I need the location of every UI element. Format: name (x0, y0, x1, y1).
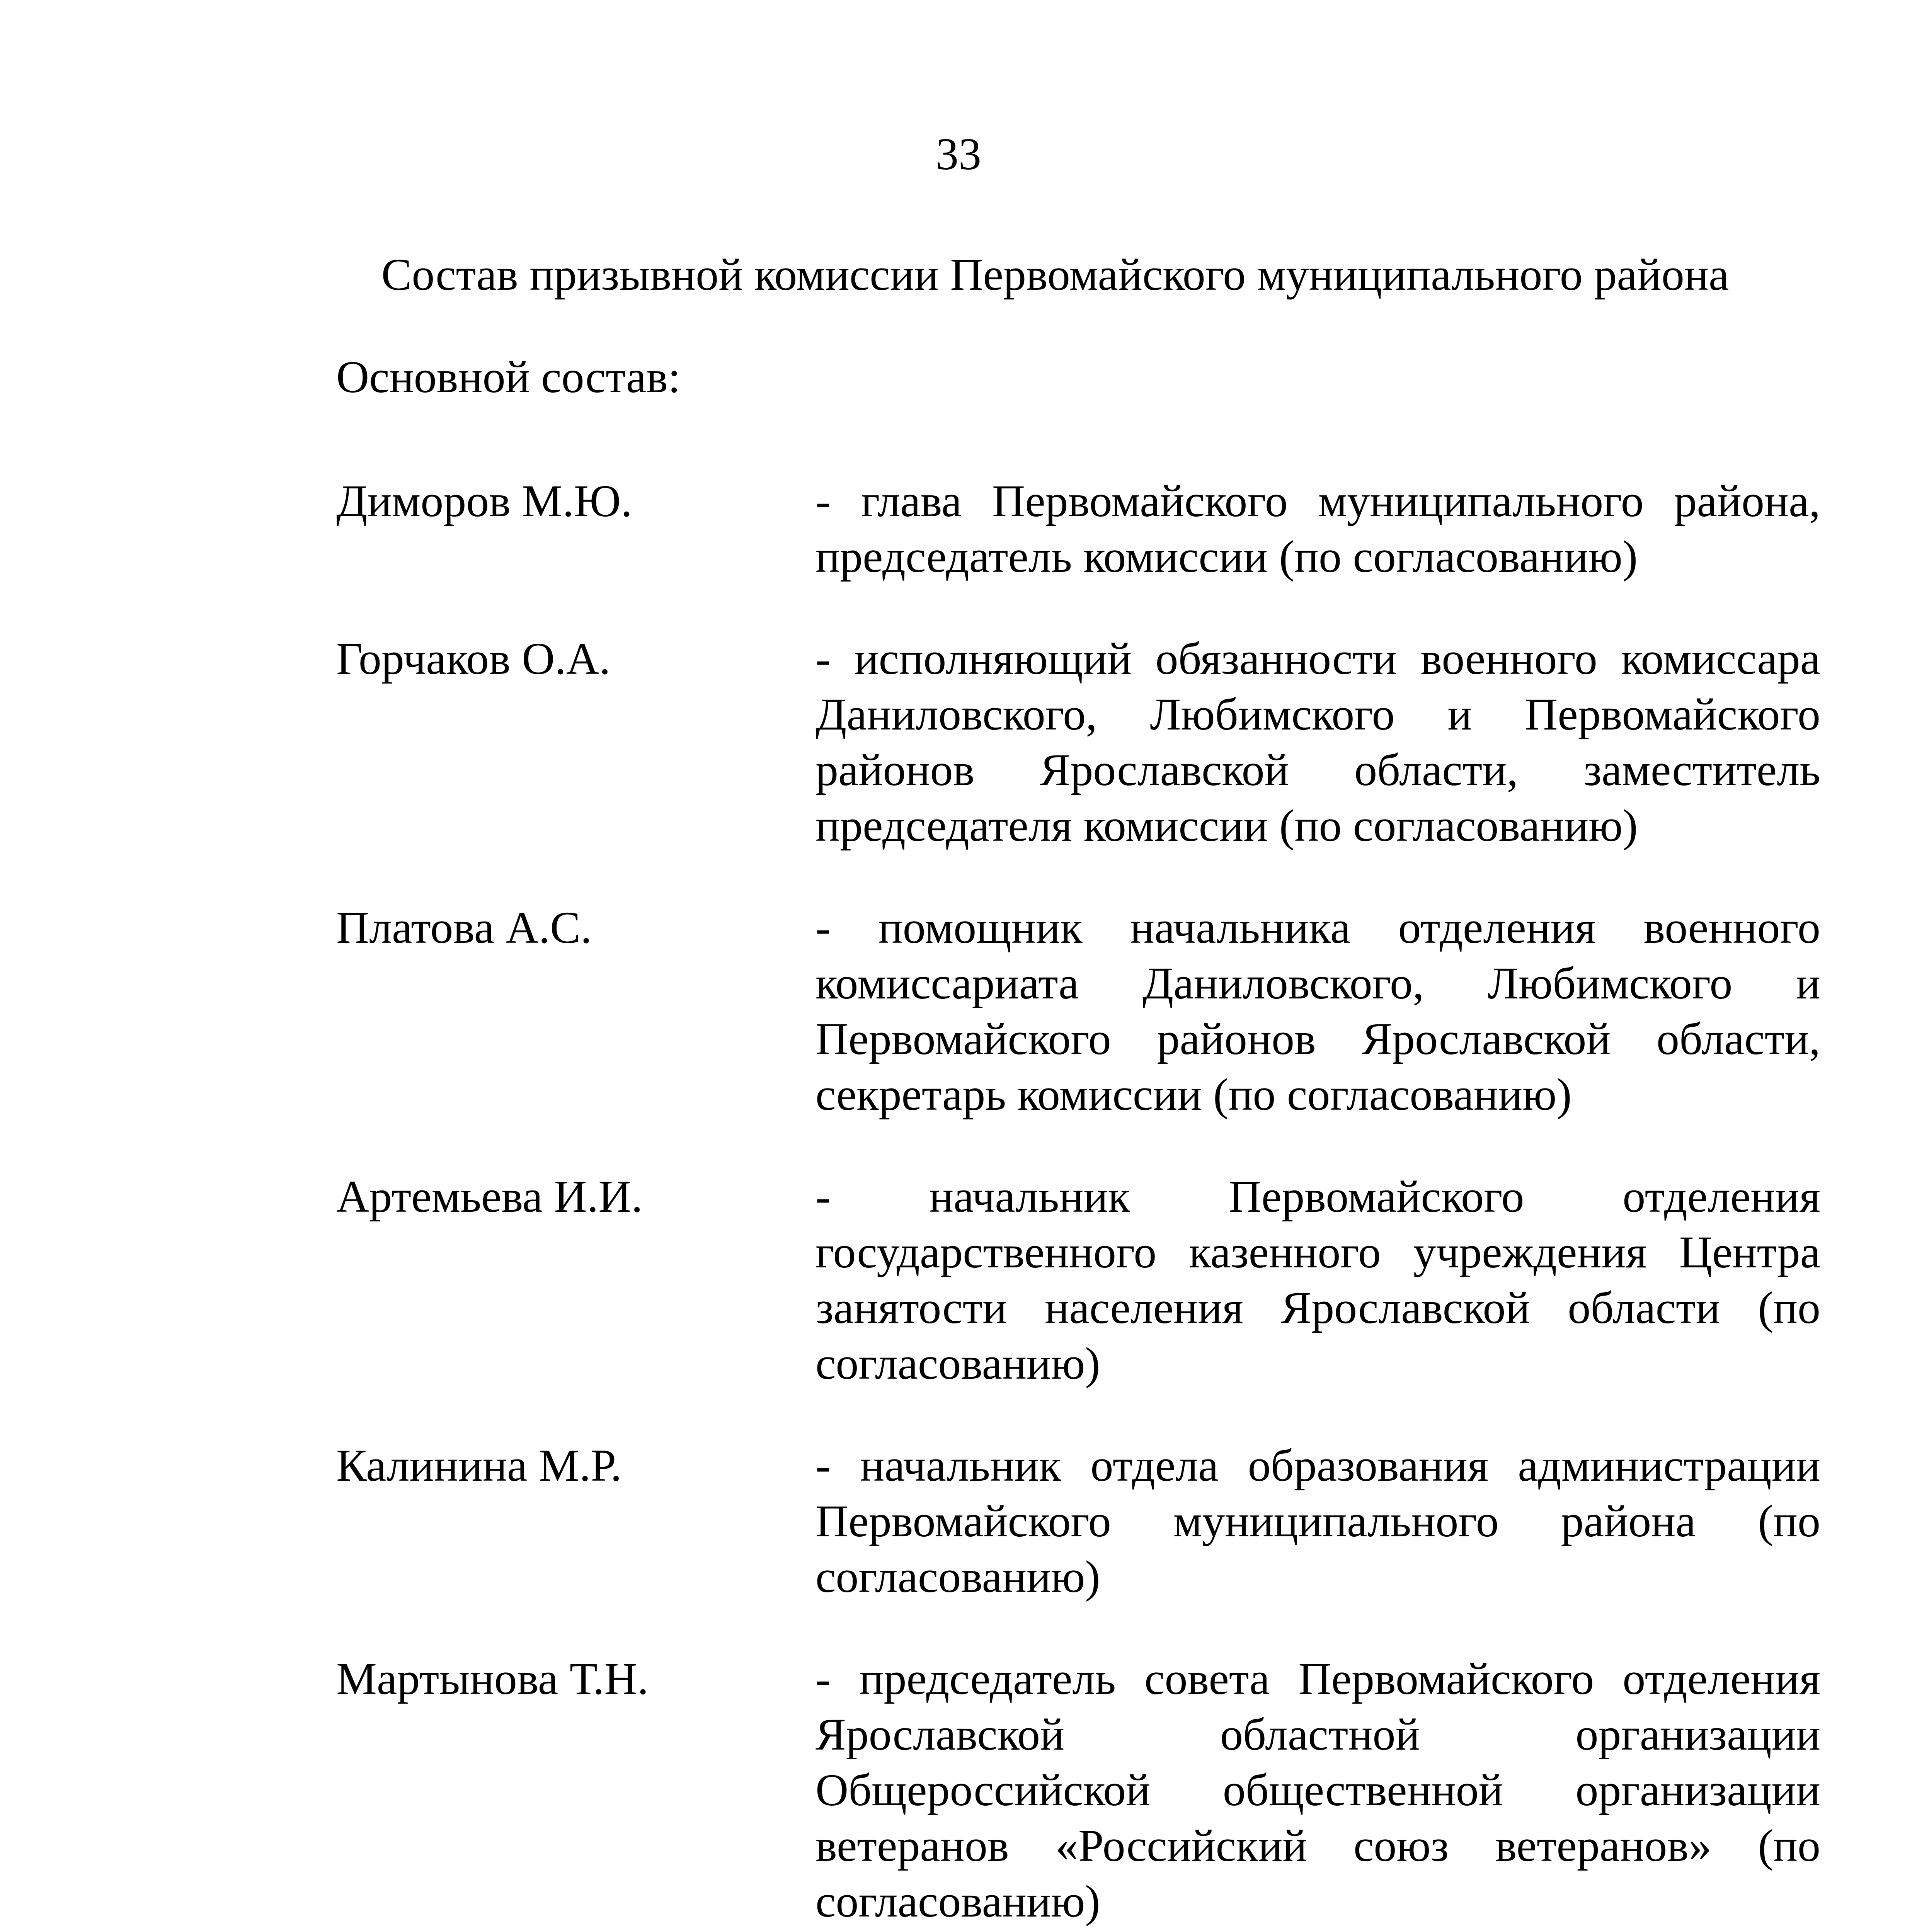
member-role: - помощник начальника отделения военного комиссариата Даниловского, Любимского и Первомайского районов Ярославской области, секретарь комиссии (по согласованию) (815, 902, 1820, 1120)
member-row (336, 631, 1820, 854)
member-row (336, 900, 1820, 1122)
document-title: Состав призывной комиссии Первомайского муниципального района (381, 249, 1729, 300)
member-role: - председатель совета Первомайского отделения Ярославской областной организации Общероссийской общественной организации ветеранов «Российский союз ветеранов» (по согласованию) (815, 1653, 1820, 1927)
member-role: - глава Первомайского муниципального района, председатель комиссии (по согласованию) (815, 476, 1820, 582)
member-name: Артемьева И.И. (336, 1171, 643, 1222)
member-name: Платова А.С. (336, 902, 592, 953)
member-row (336, 1438, 1820, 1605)
member-row (336, 473, 1820, 585)
member-role: - начальник отдела образования администрации Первомайского муниципального района (по согласованию) (815, 1440, 1820, 1602)
member-name: Калинина М.Р. (336, 1440, 622, 1491)
member-name: Диморов М.Ю. (336, 476, 632, 526)
member-name: Мартынова Т.Н. (336, 1653, 649, 1704)
member-row (336, 1169, 1820, 1391)
member-name: Горчаков О.А. (336, 633, 611, 684)
section-heading: Основной состав: (336, 352, 681, 402)
member-role: - начальник Первомайского отделения государственного казенного учреждения Центра занятости населения Ярославской области (по согласованию) (815, 1171, 1820, 1389)
member-role: - исполняющий обязанности военного комиссара Даниловского, Любимского и Первомайского районов Ярославской области, заместитель председателя комиссии (по согласованию) (815, 633, 1820, 851)
page-number: 33 (936, 129, 981, 179)
member-list (336, 473, 1820, 1932)
member-row (336, 1651, 1820, 1929)
